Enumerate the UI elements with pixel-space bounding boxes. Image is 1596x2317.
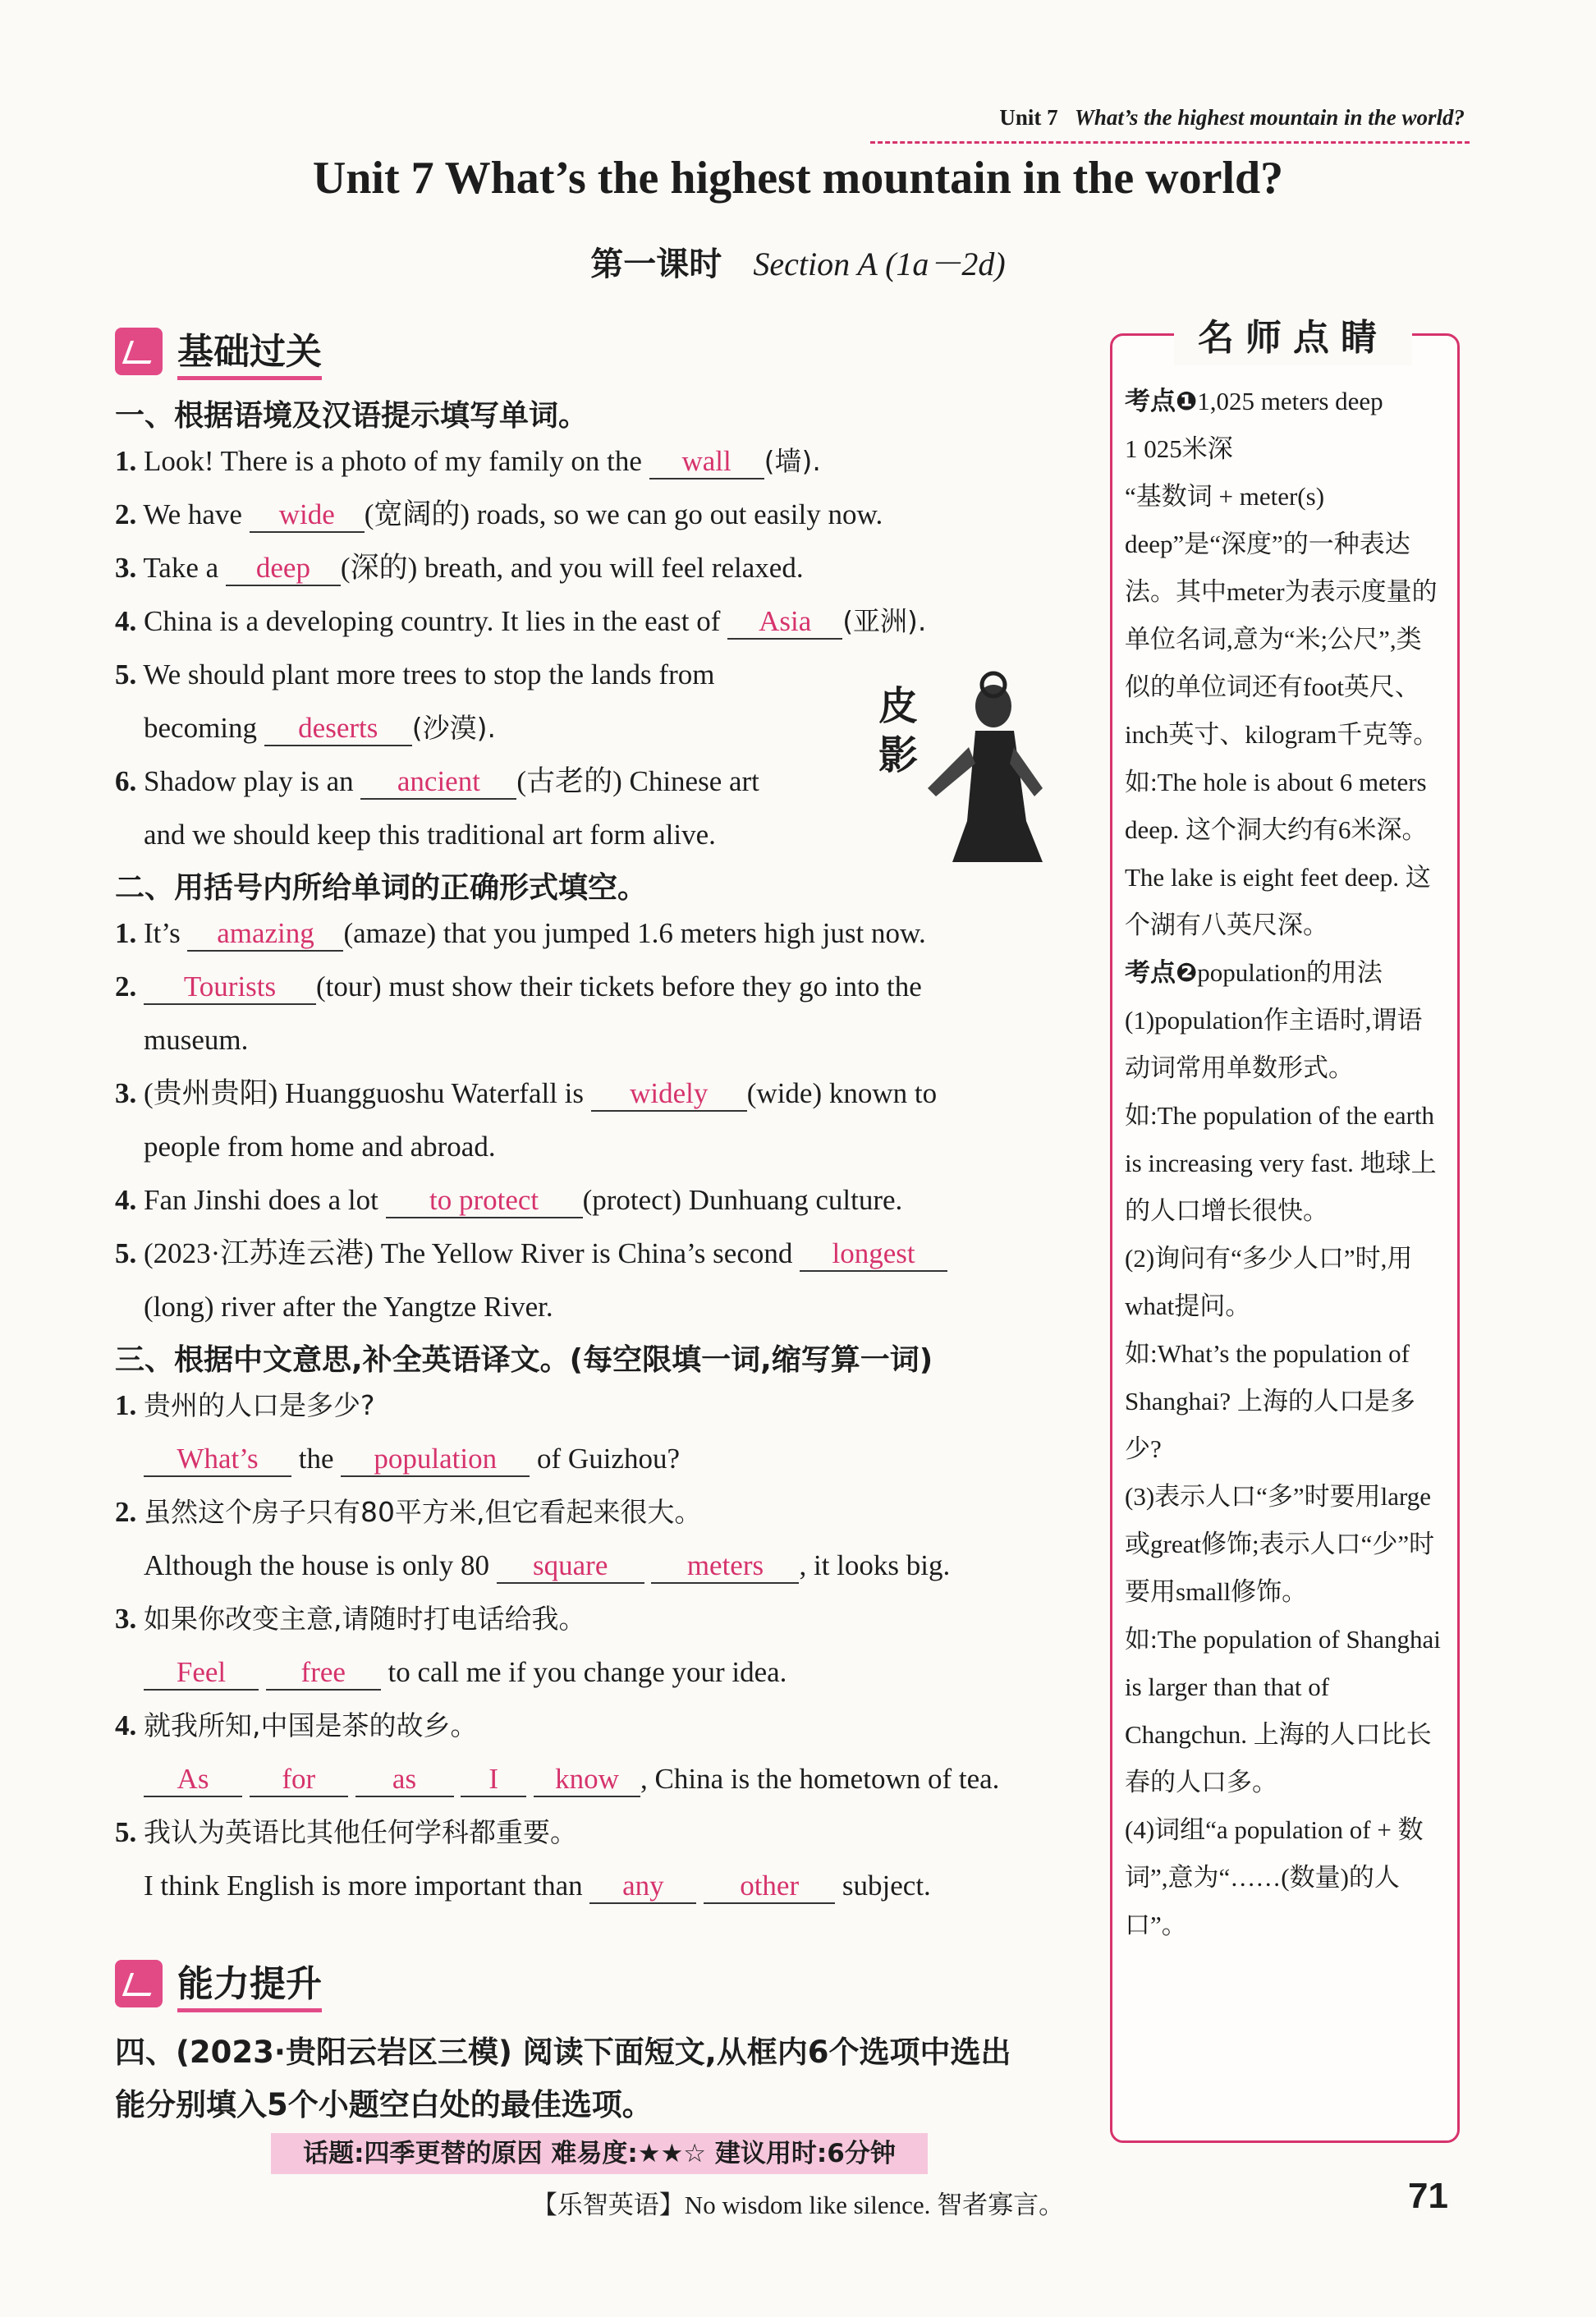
answer-blank[interactable]: Asia — [727, 605, 842, 640]
answer-blank[interactable]: population — [341, 1443, 530, 1477]
p3-q4: 4. 就我所知,中国是茶的故乡。 As for as I know , China is the hometown of tea. — [115, 1699, 1084, 1805]
answer-blank[interactable]: Tourists — [144, 970, 316, 1005]
answer-blank[interactable]: any — [589, 1870, 696, 1904]
part3-heading: 三、根据中文意思,补全英语译文。(每空限填一词,缩写算一词) — [115, 1343, 933, 1377]
part4-heading: 四、(2023·贵阳云岩区三模) 阅读下面短文,从框内6个选项中选出 能分别填入5个小题空白处的最佳选项。 — [115, 2035, 1011, 2122]
sidebar-content: 考点❶1,025 meters deep 1 025米深 “基数词 + meter(s) deep”是“深度”的一种表达法。其中meter为表示度量的单位名词,意为“米;公尺”,类似的单位词还有foot英尺、inch英寸、kilogram千克等。 如:The hole is about 6 meters deep. 这个洞大约有6米深。 The lake is eight feet deep. 这个湖有八英尺深。 考点❷population的用法 (1)population作主语时,谓语动词常用单数形式。 如:The population of the earth is increasing very fast. 地球上的人口增长很快。 (2)询问有“多少人口”时,用what提问。 如:What’s the population of Shanghai? 上海的人口是多少? (3)表示人口“多”时要用large或great修饰;表示人口“少”时要用small修饰。 如:The population of Shanghai is larger than that of Changchun. 上海的人口比长春的人口多。 (4)词组“a population of + 数词”,意为“……(数量)的人口”。 — [1125, 387, 1441, 1939]
answer-blank[interactable]: As — [144, 1763, 242, 1797]
answer-blank[interactable]: I — [461, 1763, 526, 1797]
pencil-icon — [115, 328, 163, 375]
answer-blank[interactable]: What’s — [144, 1443, 291, 1477]
p3-q3: 3. 如果你改变主意,请随时打电话给我。 Feel free to call me if you change your idea. — [115, 1592, 1084, 1699]
answer-blank[interactable]: free — [266, 1656, 381, 1691]
page-subtitle: 第一课时 Section A (1a－2d) — [590, 245, 1006, 283]
answer-blank[interactable]: deep — [226, 552, 341, 586]
p2-q2: 2. Tourists (tour) must show their tickets before they go into the museum. — [115, 970, 922, 1056]
header-divider — [870, 141, 1470, 144]
p3-q2: 2. 虽然这个房子只有80平方米,但它看起来很大。 Although the house is only 80 square meters , it looks big. — [115, 1485, 1084, 1592]
part1-heading: 一、根据语境及汉语提示填写单词。 — [115, 399, 589, 433]
p1-q2: 2. We have wide (宽阔的) roads, so we can go out easily now. — [115, 488, 1084, 541]
topic-bar: 话题:四季更替的原因 难易度:★★☆ 建议用时:6分钟 — [271, 2133, 928, 2174]
section-ability: 能力提升 — [115, 1954, 322, 2012]
p2-q4: 4. Fan Jinshi does a lot to protect (protect) Dunhuang culture. — [115, 1173, 1084, 1227]
chart-icon — [115, 1960, 163, 2007]
running-header: Unit 7 What’s the highest mountain in the world? — [999, 105, 1465, 130]
answer-blank[interactable]: widely — [591, 1077, 747, 1112]
footer-motto: 【乐智英语】No wisdom like silence. 智者寡言。 — [531, 2191, 1065, 2219]
answer-blank[interactable]: wall — [649, 445, 764, 479]
p1-q6: 6. Shadow play is an ancient (古老的) Chinese art and we should keep this traditional art form alive. — [115, 765, 759, 851]
art-caption: 皮影 — [878, 683, 919, 778]
p3-q1: 1. 贵州的人口是多少? What’s the population of Guizhou? — [115, 1379, 1084, 1485]
p1-q4: 4. China is a developing country. It lies in the east of Asia (亚洲). — [115, 594, 1084, 648]
section-basic: 基础过关 — [115, 322, 322, 380]
answer-blank[interactable]: ancient — [360, 765, 516, 800]
answer-blank[interactable]: for — [250, 1763, 348, 1797]
answer-blank[interactable]: know — [534, 1763, 640, 1797]
answer-blank[interactable]: longest — [800, 1237, 947, 1272]
answer-blank[interactable]: deserts — [264, 712, 412, 746]
page-number: 71 — [1408, 2176, 1448, 2216]
answer-blank[interactable]: square — [497, 1549, 644, 1584]
p1-q3: 3. Take a deep (深的) breath, and you will feel relaxed. — [115, 541, 1084, 594]
answer-blank[interactable]: to protect — [386, 1184, 583, 1218]
shadow-play-illustration — [878, 665, 1051, 887]
p1-q5: 5. We should plant more trees to stop the lands from becoming deserts (沙漠). — [115, 648, 870, 755]
answer-blank[interactable]: other — [704, 1870, 835, 1904]
answer-blank[interactable]: as — [355, 1763, 454, 1797]
part1 — [115, 392, 1084, 1912]
p2-q3: 3. (贵州贵阳) Huangguoshu Waterfall is widely (wide) known to people from home and abroad. — [115, 1077, 938, 1163]
answer-blank[interactable]: amazing — [187, 917, 343, 952]
page-title: Unit 7 What’s the highest mountain in the world? — [312, 153, 1284, 204]
part2-heading: 二、用括号内所给单词的正确形式填空。 — [115, 871, 648, 905]
p2-q5: 5. (2023·江苏连云港) The Yellow River is China’s second longest (long) river after the Yangtze River. — [115, 1227, 1084, 1333]
sidebar-title: 名师点睛 — [1174, 308, 1412, 365]
answer-blank[interactable]: wide — [250, 498, 365, 533]
p1-q1: 1. Look! There is a photo of my family on the wall (墙). — [115, 434, 1084, 488]
answer-blank[interactable]: Feel — [144, 1656, 259, 1691]
answer-blank[interactable]: meters — [651, 1549, 799, 1584]
p2-q1: 1. It’s amazing (amaze) that you jumped 1.6 meters high just now. — [115, 906, 1084, 960]
p3-q5: 5. 我认为英语比其他任何学科都重要。 I think English is more important than any other subject. — [115, 1805, 1084, 1912]
